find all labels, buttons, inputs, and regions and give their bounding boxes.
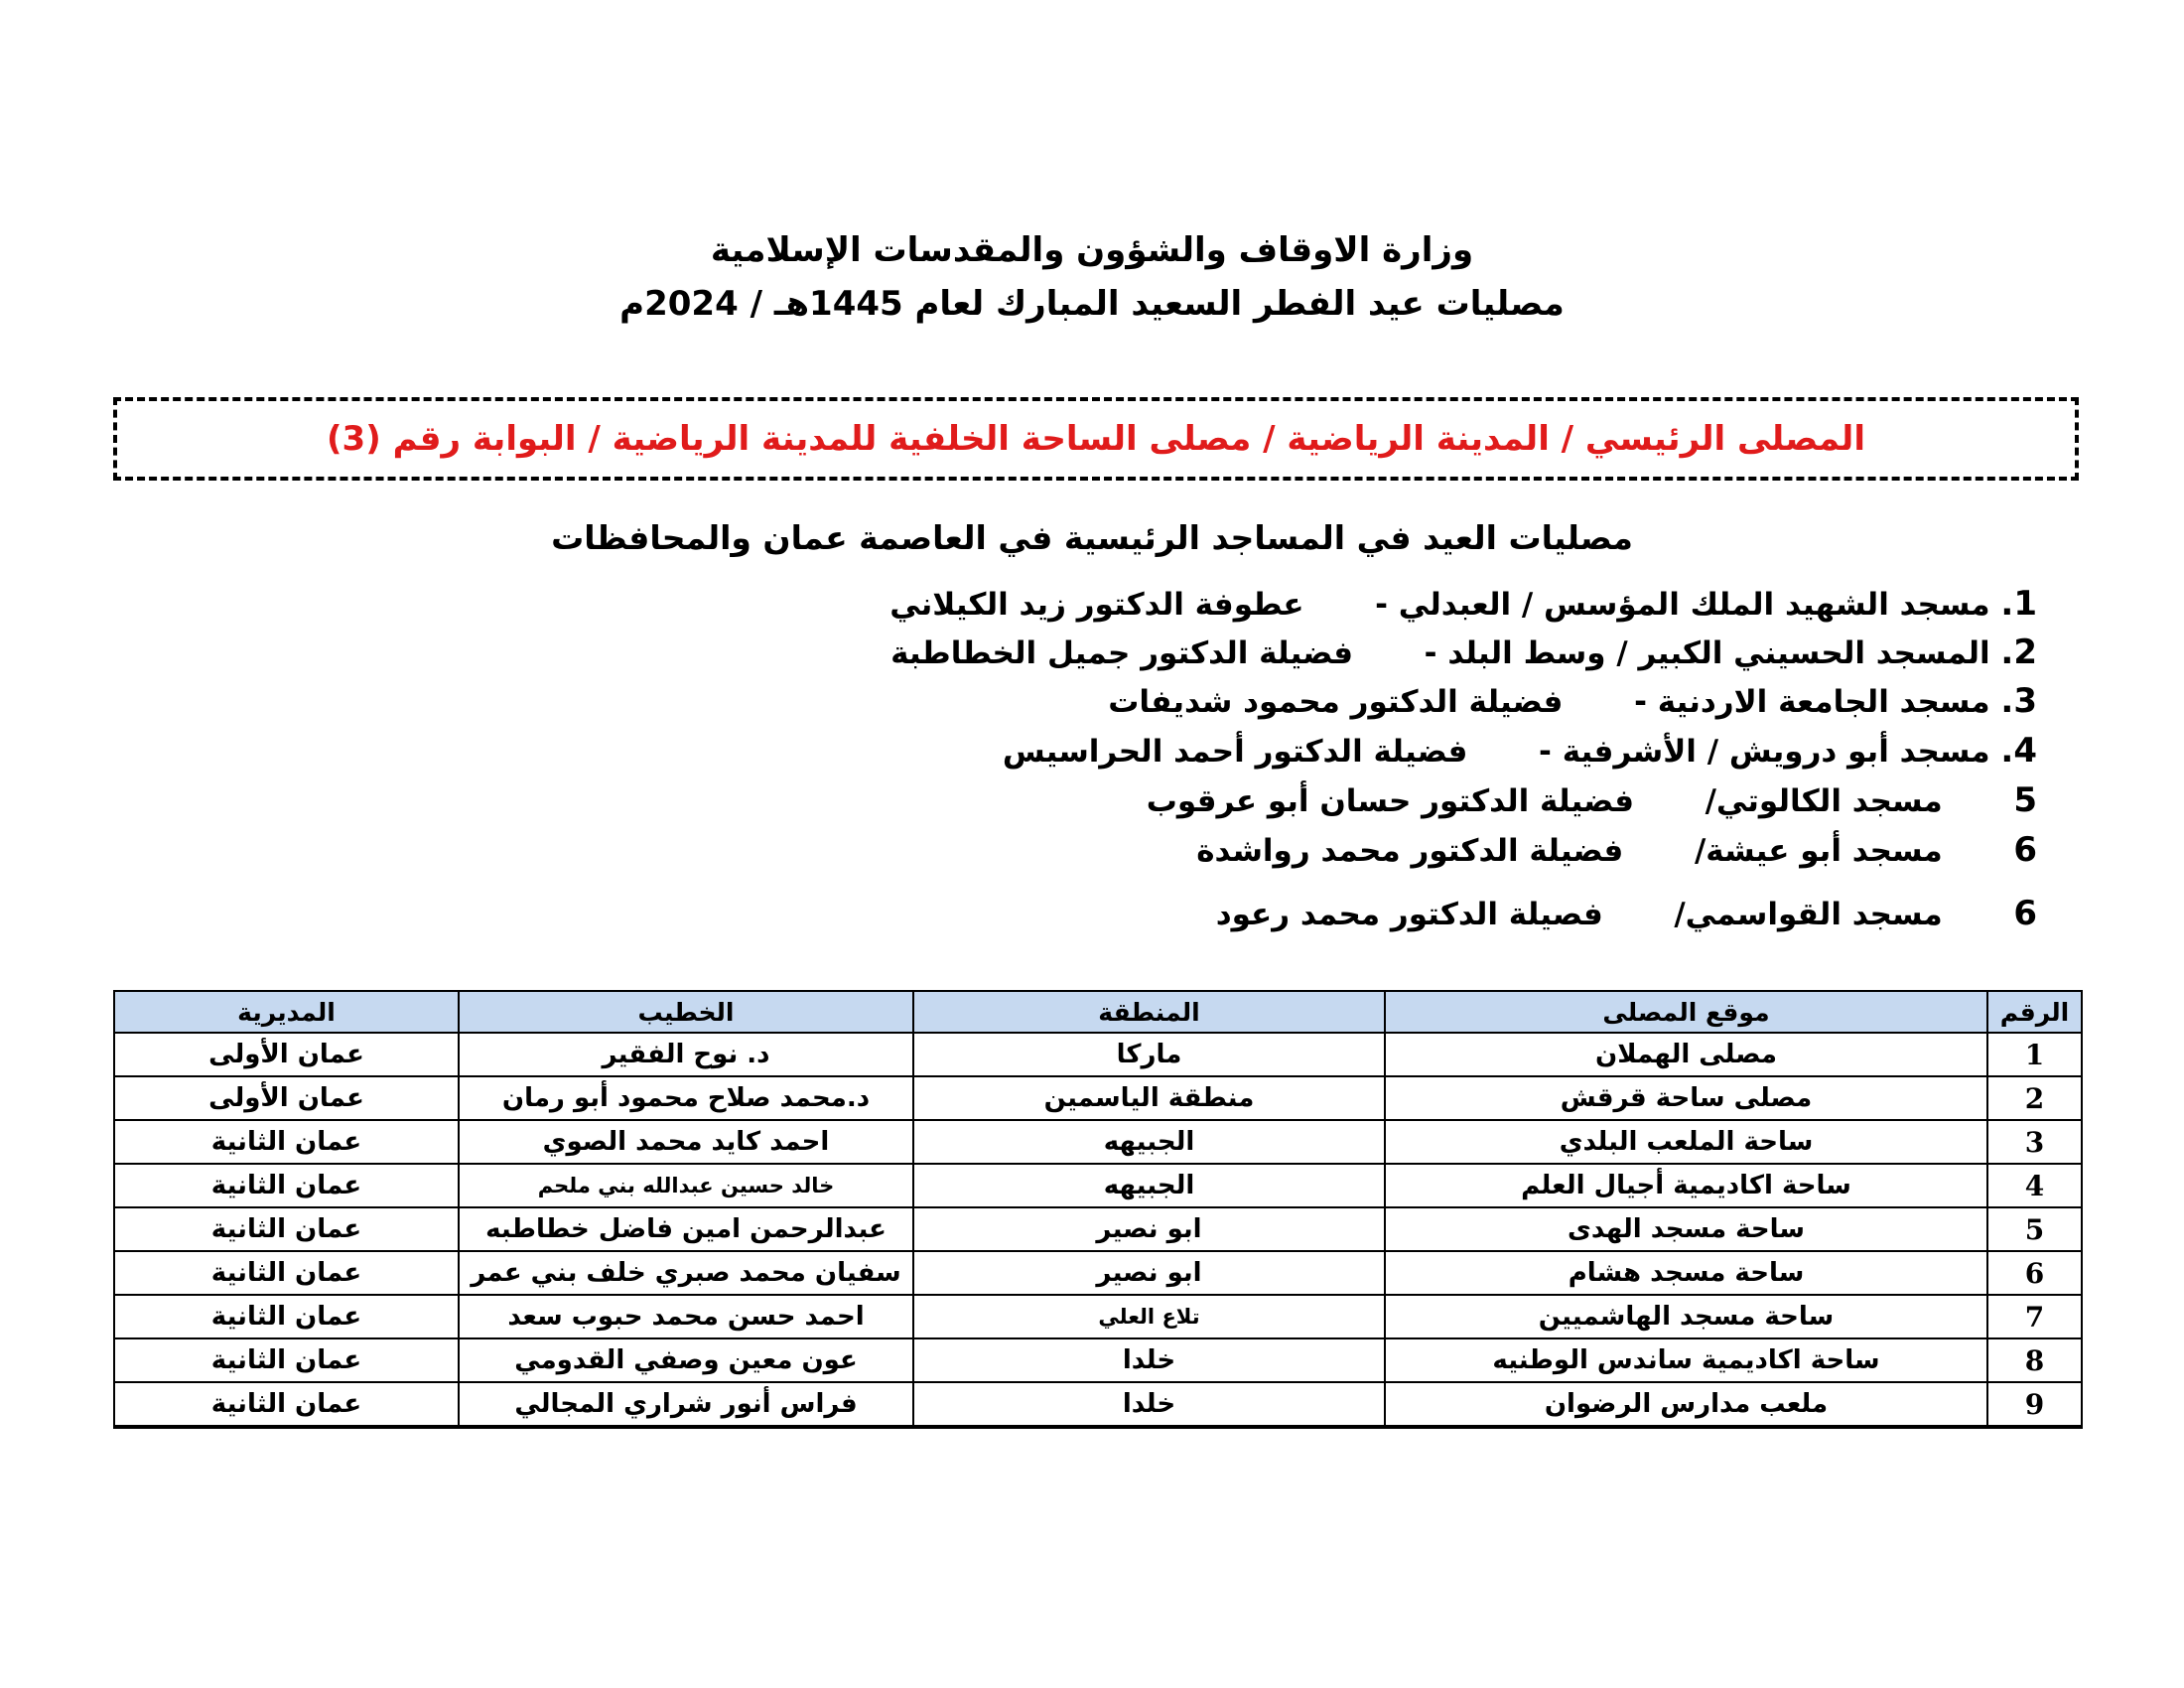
mosque-number: 3. — [2000, 681, 2037, 721]
table-row — [114, 1382, 2082, 1427]
cell-preacher: سفيان محمد صبري خلف بني عمر — [459, 1251, 913, 1295]
cell-directorate: عمان الأولى — [114, 1076, 459, 1120]
cell-area: خلدا — [913, 1382, 1385, 1427]
mosque-preacher: عطوفة الدكتور زيد الكيلاني — [889, 587, 1304, 623]
cell-directorate: عمان الثانية — [114, 1120, 459, 1164]
mosque-list-item — [1147, 780, 2037, 820]
mosque-list-item — [1003, 731, 2037, 771]
cell-number: 2 — [1987, 1076, 2082, 1120]
cell-directorate: عمان الثانية — [114, 1251, 459, 1295]
cell-preacher: عون معين وصفي القدومي — [459, 1338, 913, 1382]
table-row — [114, 1033, 2082, 1076]
cell-area: منطقة الياسمين — [913, 1076, 1385, 1120]
cell-location: ساحة مسجد الهاشميين — [1385, 1295, 1987, 1338]
cell-directorate: عمان الثانية — [114, 1295, 459, 1338]
table-row — [114, 1207, 2082, 1251]
mosque-preacher: فضيلة الدكتور حسان أبو عرقوب — [1146, 783, 1635, 819]
cell-preacher: خالد حسين عبدالله بني ملحم — [459, 1164, 913, 1207]
table-row — [114, 1338, 2082, 1382]
cell-location: ساحة اكاديمية أجيال العلم — [1385, 1164, 1987, 1207]
cell-location: ساحة مسجد هشام — [1385, 1251, 1987, 1295]
cell-number: 1 — [1987, 1033, 2082, 1076]
mosque-number: 6 — [2013, 894, 2037, 933]
mosque-number: 1. — [2000, 584, 2037, 624]
mosque-name: مسجد الكالوتي/ — [1705, 783, 1943, 819]
mosque-preacher: فضيلة الدكتور محمد رواشدة — [1196, 833, 1624, 869]
document-subtitle: مصليات عيد الفطر السعيد المبارك لعام 1445هـ / 2024م — [619, 284, 1565, 324]
cell-number: 5 — [1987, 1207, 2082, 1251]
cell-preacher: فراس أنور شراري المجالي — [459, 1382, 913, 1427]
cell-number: 7 — [1987, 1295, 2082, 1338]
cell-directorate: عمان الثانية — [114, 1338, 459, 1382]
mosque-list-item — [1108, 681, 2037, 721]
mosque-name: مسجد القواسمي/ — [1674, 897, 1943, 932]
mosque-preacher: فضيلة الدكتور محمود شديفات — [1108, 684, 1564, 720]
mosque-number: 4. — [2000, 731, 2037, 771]
column-header-number: الرقم — [1987, 991, 2082, 1033]
cell-location: ملعب مدارس الرضوان — [1385, 1382, 1987, 1427]
table-header-row — [114, 991, 2082, 1033]
cell-preacher: احمد حسن محمد حبوب سعد — [459, 1295, 913, 1338]
cell-number: 6 — [1987, 1251, 2082, 1295]
cell-directorate: عمان الثانية — [114, 1164, 459, 1207]
mosque-list-item — [1196, 830, 2037, 870]
column-header-directorate: المديرية — [114, 991, 459, 1033]
cell-preacher: د.محمد صلاح محمود أبو رمان — [459, 1076, 913, 1120]
table-row — [114, 1076, 2082, 1120]
mosque-name: مسجد الجامعة الاردنية - — [1634, 684, 1990, 720]
column-header-area: المنطقة — [913, 991, 1385, 1033]
cell-area: الجبيهه — [913, 1164, 1385, 1207]
main-prayer-ground-box — [113, 397, 2079, 481]
mosque-number: 5 — [2013, 780, 2037, 820]
cell-number: 4 — [1987, 1164, 2082, 1207]
cell-location: ساحة الملعب البلدي — [1385, 1120, 1987, 1164]
cell-preacher: عبدالرحمن امين فاضل خطاطبه — [459, 1207, 913, 1251]
cell-location: مصلى الهملان — [1385, 1033, 1987, 1076]
mosque-name: مسجد الشهيد الملك المؤسس / العبدلي - — [1375, 587, 1990, 623]
cell-directorate: عمان الأولى — [114, 1033, 459, 1076]
cell-directorate: عمان الثانية — [114, 1382, 459, 1427]
ministry-title: وزارة الاوقاف والشؤون والمقدسات الإسلامية — [710, 230, 1474, 270]
mosque-list-item — [890, 633, 2037, 672]
cell-area: ابو نصير — [913, 1251, 1385, 1295]
mosque-name: مسجد أبو عيشة/ — [1694, 833, 1943, 869]
mosque-list-item — [1216, 894, 2037, 933]
main-prayer-ground-text: المصلى الرئيسي / المدينة الرياضية / مصلى الساحة الخلفية للمدينة الرياضية / البوابة رقم (3) — [327, 419, 1865, 459]
cell-number: 9 — [1987, 1382, 2082, 1427]
table-row — [114, 1120, 2082, 1164]
cell-number: 3 — [1987, 1120, 2082, 1164]
mosque-list-item — [889, 584, 2037, 624]
table-row — [114, 1295, 2082, 1338]
cell-area: تلاع العلي — [913, 1295, 1385, 1338]
cell-number: 8 — [1987, 1338, 2082, 1382]
cell-area: الجبيهه — [913, 1120, 1385, 1164]
mosque-name: مسجد أبو درويش / الأشرفية - — [1539, 734, 1990, 770]
mosque-preacher: فضيلة الدكتور جميل الخطاطبة — [890, 635, 1354, 671]
cell-area: ابو نصير — [913, 1207, 1385, 1251]
mosque-preacher: فضيلة الدكتور أحمد الحراسيس — [1002, 734, 1468, 770]
mosque-preacher: فصيلة الدكتور محمد رعود — [1215, 897, 1603, 932]
mosque-number: 2. — [2000, 633, 2037, 672]
cell-area: خلدا — [913, 1338, 1385, 1382]
column-header-location: موقع المصلى — [1385, 991, 1987, 1033]
mosque-number: 6 — [2013, 830, 2037, 870]
cell-directorate: عمان الثانية — [114, 1207, 459, 1251]
prayer-grounds-table — [113, 990, 2083, 1429]
cell-preacher: احمد كايد محمد الصوي — [459, 1120, 913, 1164]
cell-location: ساحة مسجد الهدى — [1385, 1207, 1987, 1251]
cell-preacher: د. نوح الفقير — [459, 1033, 913, 1076]
cell-location: ساحة اكاديمية ساندس الوطنيه — [1385, 1338, 1987, 1382]
cell-location: مصلى ساحة قرقش — [1385, 1076, 1987, 1120]
section-heading: مصليات العيد في المساجد الرئيسية في العاصمة عمان والمحافظات — [551, 518, 1633, 557]
cell-area: ماركا — [913, 1033, 1385, 1076]
table-row — [114, 1251, 2082, 1295]
mosque-name: المسجد الحسيني الكبير / وسط البلد - — [1424, 635, 1990, 671]
column-header-preacher: الخطيب — [459, 991, 913, 1033]
table-row — [114, 1164, 2082, 1207]
